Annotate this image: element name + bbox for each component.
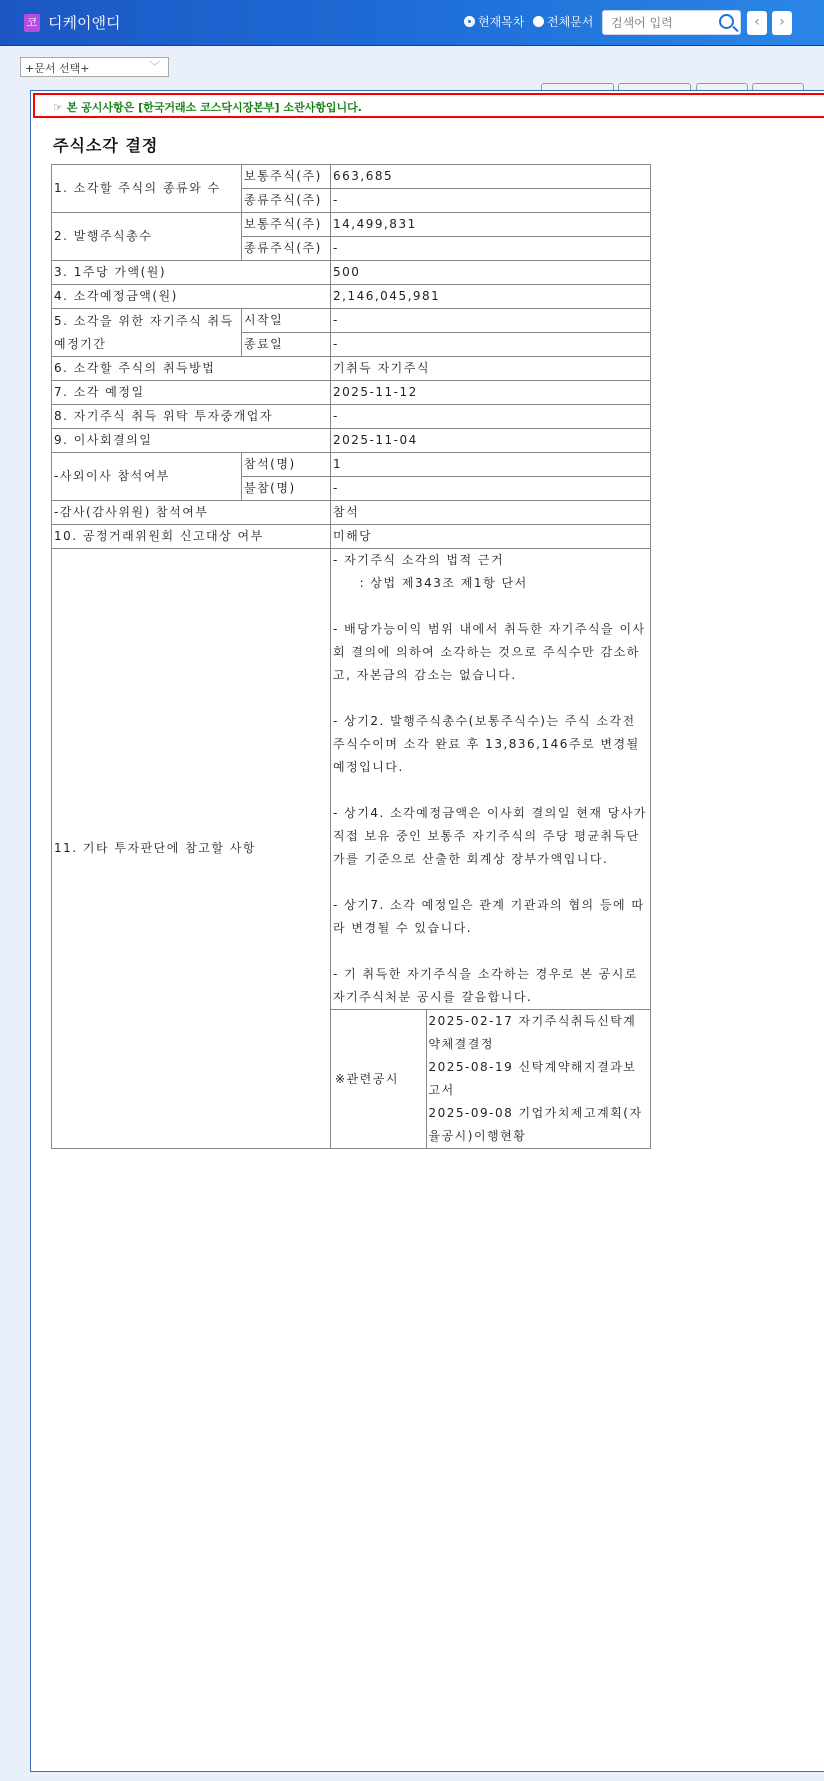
document-frame bbox=[30, 90, 824, 1772]
page-title: 주식소각 결정 bbox=[53, 136, 159, 155]
sub-label: 불참(명) bbox=[242, 477, 331, 501]
disclosure-table bbox=[51, 164, 651, 1149]
document-select[interactable] bbox=[20, 57, 169, 77]
table-row bbox=[52, 429, 651, 453]
radio-label: 현재목차 bbox=[478, 15, 525, 29]
sub-label: 참석(명) bbox=[242, 453, 331, 477]
notes-text: - 자기주식 소각의 법적 근거 : 상법 제343조 제1항 단서 - 배당가능이익 범위 내에서 취득한 자기주식을 이사회 결의에 의하여 소각하는 것으로 주식수만 감소하고, 자본금의 감소는 없습니다. - 상기2. 발행주식총수(보통주식수)는 주식 소각전 주식수이며 소각 완료 후 13,836,146주로 변경될 예정입니다. - 상기4. 소각예정금액은 이사회 결의일 현재 당사가 직접 보유 중인 보통주 자기주식의 주당 평균취득단가를 기준으로 산출한 회계상 장부가액입니다. - 상기7. 소각 예정일은 관계 기관과의 협의 등에 따라 변경될 수 있습니다. - 기 취득한 자기주식을 소각하는 경우로 본 공시로 자기주식처분 공시를 갈음합니다. bbox=[331, 549, 651, 1010]
table-row bbox=[52, 261, 651, 285]
search-icon[interactable] bbox=[719, 14, 734, 29]
app-header bbox=[0, 0, 824, 46]
table-row bbox=[52, 525, 651, 549]
table-row bbox=[52, 285, 651, 309]
sub-label: 종료일 bbox=[242, 333, 331, 357]
document-select-value: +문서 선택+ bbox=[25, 62, 90, 75]
value: 미해당 bbox=[331, 525, 651, 549]
value: 663,685 bbox=[331, 165, 651, 189]
row-label: 6. 소각할 주식의 취득방법 bbox=[52, 357, 331, 381]
jurisdiction-notice: ☞ 본 공시사항은 [한국거래소 코스닥시장본부] 소관사항입니다. bbox=[33, 93, 824, 118]
radio-current-toc[interactable] bbox=[464, 13, 524, 30]
value: - bbox=[331, 477, 651, 501]
row-label: 5. 소각을 위한 자기주식 취득 예정기간 bbox=[52, 309, 242, 357]
value: 2025-11-04 bbox=[331, 429, 651, 453]
sub-label: 보통주식(주) bbox=[242, 165, 331, 189]
row-label: 9. 이사회결의일 bbox=[52, 429, 331, 453]
table-row bbox=[52, 453, 651, 477]
related-label: ※관련공시 bbox=[335, 1071, 399, 1086]
value: - bbox=[331, 333, 651, 357]
related-disclosures bbox=[331, 1010, 650, 1148]
app-title: 디케이앤디 bbox=[48, 14, 121, 32]
app-logo-icon: 코 bbox=[24, 14, 40, 32]
table-row bbox=[52, 405, 651, 429]
sub-label: 종류주식(주) bbox=[242, 189, 331, 213]
related-item: 2025-02-17 자기주식취득신탁계약체결결정 bbox=[428, 1014, 637, 1051]
sub-label: 시작일 bbox=[242, 309, 331, 333]
table-row bbox=[52, 165, 651, 189]
next-button[interactable]: › bbox=[772, 11, 792, 35]
value: - bbox=[331, 237, 651, 261]
value: 500 bbox=[331, 261, 651, 285]
row-label: 8. 자기주식 취득 위탁 투자중개업자 bbox=[52, 405, 331, 429]
value: 1 bbox=[331, 453, 651, 477]
chevron-down-icon: ﹀ bbox=[149, 60, 160, 73]
radio-all-docs[interactable] bbox=[533, 13, 593, 30]
value: 기취득 자기주식 bbox=[331, 357, 651, 381]
row-label: 4. 소각예정금액(원) bbox=[52, 285, 331, 309]
row-label: 7. 소각 예정일 bbox=[52, 381, 331, 405]
value: 2,146,045,981 bbox=[331, 285, 651, 309]
row-label: 3. 1주당 가액(원) bbox=[52, 261, 331, 285]
value: 2025-11-12 bbox=[331, 381, 651, 405]
search-box bbox=[602, 10, 741, 35]
value: 14,499,831 bbox=[331, 213, 651, 237]
row-label: -사외이사 참석여부 bbox=[52, 453, 242, 501]
row-label: -감사(감사위원) 참석여부 bbox=[52, 501, 331, 525]
prev-button[interactable]: ‹ bbox=[747, 11, 767, 35]
related-item: 2025-09-08 기업가치제고계획(자율공시)이행현황 bbox=[428, 1106, 643, 1143]
table-row bbox=[52, 357, 651, 381]
row-label: 1. 소각할 주식의 종류와 수 bbox=[52, 165, 242, 213]
radio-selected-icon[interactable] bbox=[464, 16, 475, 27]
row-label: 11. 기타 투자판단에 참고할 사항 bbox=[52, 549, 331, 1149]
value: - bbox=[331, 405, 651, 429]
radio-label: 전체문서 bbox=[547, 15, 594, 29]
sub-label: 종류주식(주) bbox=[242, 237, 331, 261]
value: - bbox=[331, 309, 651, 333]
table-row bbox=[52, 381, 651, 405]
radio-unselected-icon[interactable] bbox=[533, 16, 544, 27]
row-label: 2. 발행주식총수 bbox=[52, 213, 242, 261]
table-row bbox=[52, 501, 651, 525]
value: - bbox=[331, 189, 651, 213]
search-input[interactable] bbox=[603, 11, 703, 34]
related-item: 2025-08-19 신탁계약해지결과보고서 bbox=[428, 1060, 637, 1097]
table-row bbox=[52, 549, 651, 1010]
sub-label: 보통주식(주) bbox=[242, 213, 331, 237]
row-label: 10. 공정거래위원회 신고대상 여부 bbox=[52, 525, 331, 549]
value: 참석 bbox=[331, 501, 651, 525]
table-row bbox=[52, 309, 651, 333]
table-row bbox=[52, 213, 651, 237]
